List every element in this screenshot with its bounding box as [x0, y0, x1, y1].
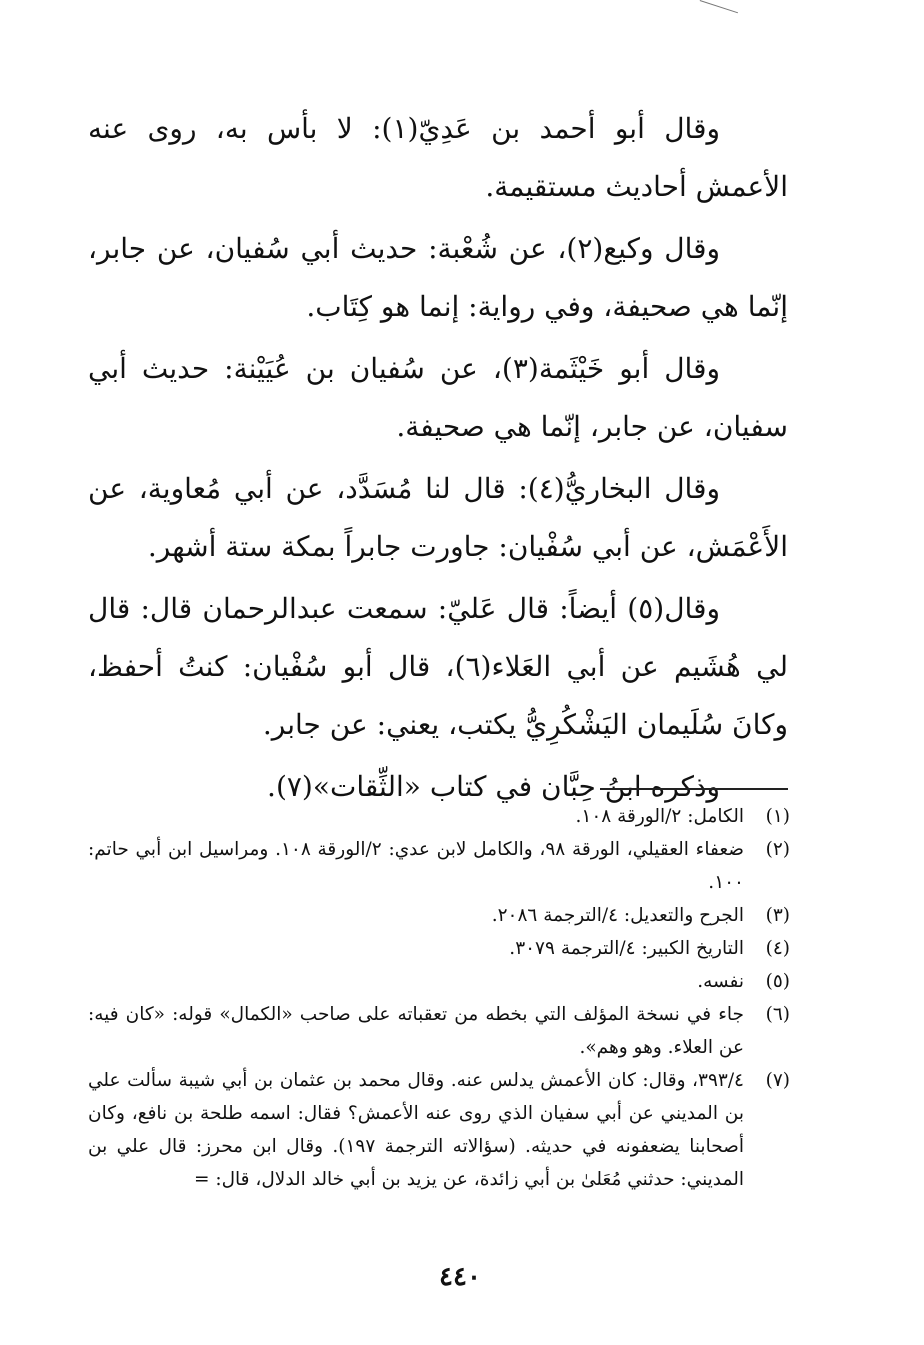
footnote-number: (٦): [765, 1004, 790, 1025]
footnote-5: [88, 965, 790, 998]
footnotes: [88, 800, 790, 1196]
footnote-number: (٣): [765, 905, 790, 926]
paragraph-2: وقال وكيع(٢)، عن شُعْبة: حديث أبي سُفيان، عن جابر، إنّما هي صحيفة، وفي رواية: إنما هو كِتَاب.: [88, 232, 788, 323]
footnote-number: (٧): [765, 1070, 790, 1091]
footnote-text: ضعفاء العقيلي، الورقة ٩٨، والكامل لابن عدي: ٢/الورقة ١٠٨. ومراسيل ابن أبي حاتم: ١٠٠.: [88, 839, 744, 893]
footnote-2: [88, 833, 790, 899]
footnote-3: [88, 899, 790, 932]
paragraph-4: وقال البخاريُّ(٤): قال لنا مُسَدَّد، عن أبي مُعاوية، عن الأَعْمَش، عن أبي سُفْيان: جاورت جابراً بمكة ستة أشهر.: [88, 472, 788, 563]
footnote-text: التاريخ الكبير: ٤/الترجمة ٣٠٧٩.: [509, 938, 744, 959]
footnote-separator: [600, 788, 788, 790]
paragraph-6: وذكره ابنُ حِبَّان في كتاب «الثِّقات»(٧).: [267, 770, 720, 803]
page-number: ٤٤٠: [439, 1262, 481, 1292]
footnote-7: [88, 1064, 790, 1196]
main-text: [88, 100, 788, 820]
footnote-number: (١): [765, 806, 790, 827]
scan-corner-mark: [695, 0, 738, 29]
footnote-1: [88, 800, 790, 833]
footnote-6: [88, 998, 790, 1064]
footnote-number: (٥): [765, 971, 790, 992]
paragraph-3: وقال أبو خَيْثَمة(٣)، عن سُفيان بن عُيَيْنة: حديث أبي سفيان، عن جابر، إنّما هي صحيفة.: [88, 352, 788, 443]
footnote-text: ٣٩٣/٤، وقال: كان الأعمش يدلس عنه. وقال محمد بن عثمان بن أبي شيبة سألت علي بن المديني عن أبي سفيان الذي روى عنه الأعمش؟ فقال: اسمه طلحة بن نافع، وكان أصحابنا يضعفونه في حديثه. (سؤالاته الترجمة ١٩٧). وقال ابن محرز: قال علي بن المديني: حدثني مُعَلىٰ بن أبي زائدة، عن يزيد بن أبي خالد الدلال، قال: =: [88, 1070, 744, 1190]
footnote-text: نفسه.: [697, 971, 744, 992]
footnote-text: جاء في نسخة المؤلف التي بخطه من تعقباته على صاحب «الكمال» قوله: «كان فيه: عن العلاء. وهو وهم».: [88, 1004, 744, 1058]
footnote-text: الكامل: ٢/الورقة ١٠٨.: [575, 806, 744, 827]
footnote-text: الجرح والتعديل: ٤/الترجمة ٢٠٨٦.: [491, 905, 744, 926]
paragraph-1: وقال أبو أحمد بن عَدِيّ(١): لا بأس به، روى عنه الأعمش أحاديث مستقيمة.: [88, 112, 788, 203]
paragraph-5: وقال(٥) أيضاً: قال عَليّ: سمعت عبدالرحمان قال: قال لي هُشَيم عن أبي العَلاء(٦)، قال أبو سُفْيان: كنتُ أحفظ، وكانَ سُلَيمان اليَشْكُرِيُّ يكتب، يعني: عن جابر.: [88, 592, 788, 741]
footnote-4: [88, 932, 790, 965]
footnote-number: (٤): [765, 938, 790, 959]
footnote-number: (٢): [765, 839, 790, 860]
